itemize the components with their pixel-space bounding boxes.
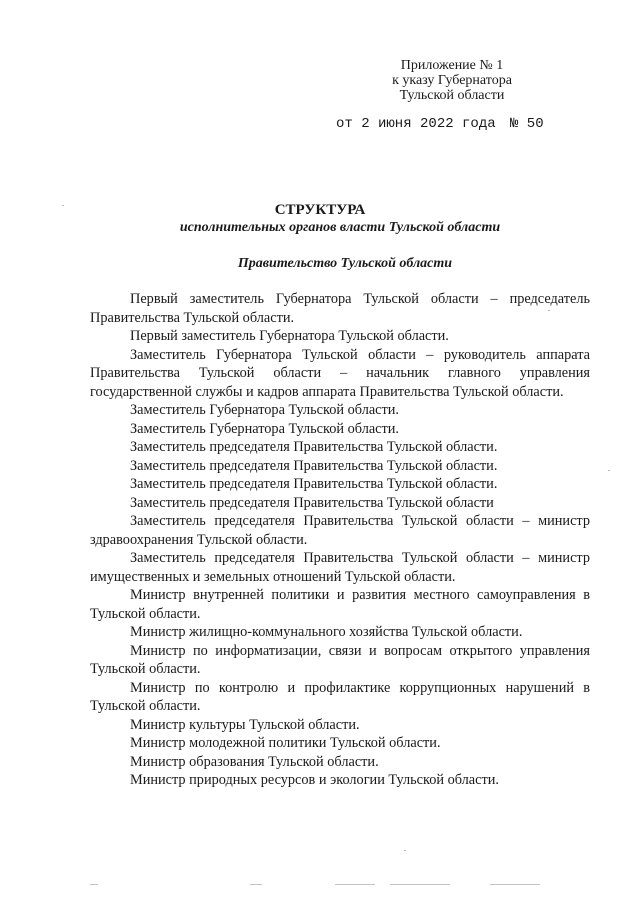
decree-number: № 50: [510, 116, 544, 132]
scan-footer-marks: [90, 884, 560, 886]
section-heading: Правительство Тульской области: [237, 256, 453, 271]
paragraph: Заместитель Губернатора Тульской области.: [130, 402, 399, 418]
appendix-line-1: Приложение № 1: [400, 58, 504, 73]
paragraph: Заместитель председателя Правительства Тульской области – министр имущественных и земельных отношений Тульской области.: [90, 550, 590, 585]
paragraph: Министр внутренней политики и развития местного самоуправления в Тульской области.: [90, 587, 590, 622]
paragraph: Первый заместитель Губернатора Тульской области.: [130, 328, 449, 344]
paragraph: Заместитель председателя Правительства Тульской области.: [130, 457, 498, 474]
document-subtitle: исполнительных органов власти Тульской области: [179, 220, 501, 235]
paragraph: Заместитель председателя Правительства Тульской области.: [130, 439, 498, 455]
paragraph: Заместитель председателя Правительства Тульской области.: [130, 476, 498, 492]
document-title: СТРУКТУРА: [274, 202, 366, 218]
decree-date: от 2 июня 2022 года: [336, 116, 496, 132]
paragraph: Министр культуры Тульской области.: [130, 716, 360, 733]
appendix-block: [372, 58, 532, 103]
scan-speck: [404, 850, 406, 851]
scan-speck: [62, 205, 64, 206]
paragraph: Министр по контролю и профилактике коррупционных нарушений в Тульской области.: [90, 679, 590, 714]
paragraph: Заместитель председателя Правительства Тульской области – министр здравоохранения Тульской области.: [90, 513, 590, 548]
paragraph: Заместитель Губернатора Тульской области – руководитель аппарата Правительства Тульской области – начальник главного управления государственной службы и кадров аппарата Правительства Тульской области.: [90, 346, 590, 400]
scan-speck: [548, 310, 550, 311]
paragraph: Министр образования Тульской области.: [130, 753, 379, 770]
paragraph: Заместитель председателя Правительства Тульской области: [130, 494, 494, 511]
appendix-line-2: к указу Губернатора: [392, 73, 512, 88]
paragraph: Министр жилищно-коммунального хозяйства Тульской области.: [130, 624, 523, 640]
paragraph: Заместитель Губернатора Тульской области.: [130, 420, 399, 437]
paragraph: Первый заместитель Губернатора Тульской области – председатель Правительства Тульской области.: [90, 291, 590, 326]
scan-speck: [608, 470, 610, 471]
paragraph: Министр природных ресурсов и экологии Тульской области.: [130, 772, 499, 788]
appendix-line-3: Тульской области: [399, 88, 505, 103]
paragraph: Министр молодежной политики Тульской области.: [130, 735, 441, 751]
paragraph: Министр по информатизации, связи и вопросам открытого управления Тульской области.: [90, 642, 590, 677]
document-body: [90, 290, 590, 790]
